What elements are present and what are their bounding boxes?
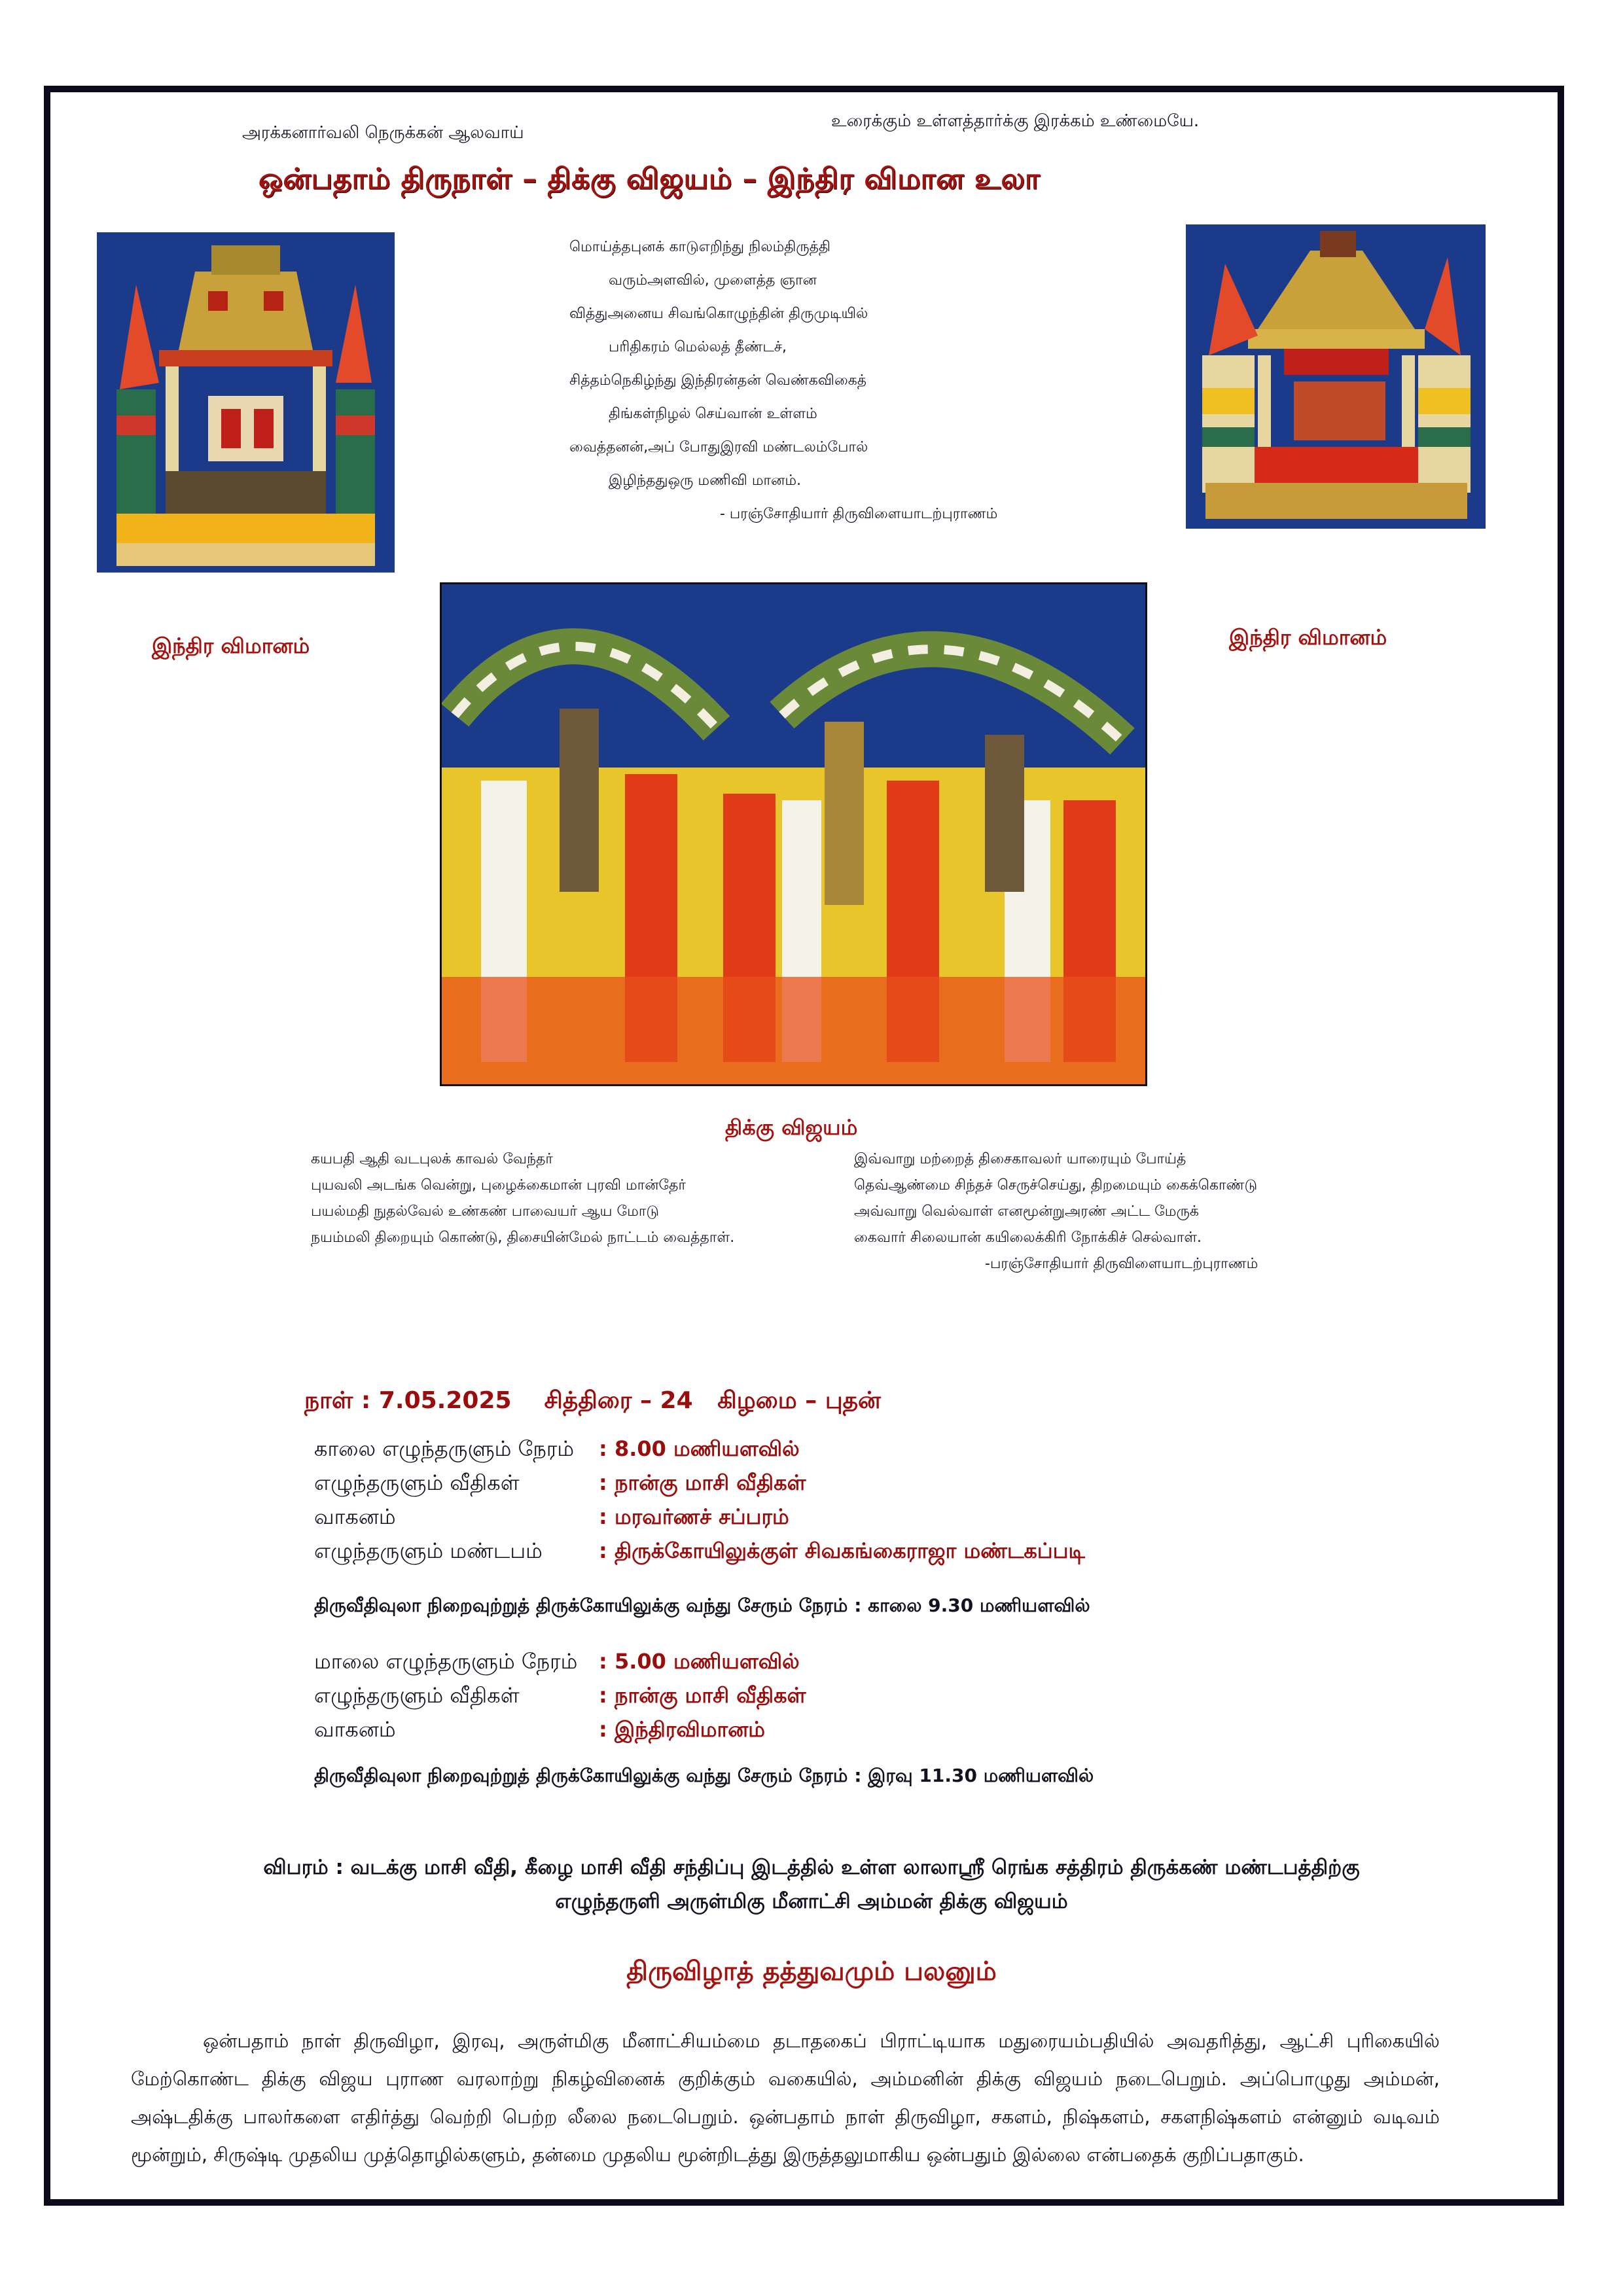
poem-line: சித்தம்நெகிழ்ந்து இந்திரன்தன் வெண்கவிகைத் [569,372,867,389]
verse-line: கைவார் சிலையான் கயிலைக்கிரி நோக்கிச் செல்வாள். [854,1229,1202,1246]
schedule-row-morning-time: காலை எழுந்தருளும் நேரம் : 8.00 மணியளவில் [314,1436,800,1461]
schedule-row-evening-vehicle: வாகனம் : இந்திரவிமானம் [314,1717,765,1742]
poem-line: பரிதிகரம் மெல்லத் தீண்டச், [609,339,787,355]
verse-line: நயம்மலி திறையும் கொண்டு, திசையின்மேல் நாட்டம் வைத்தாள். [311,1229,735,1246]
center-photo-caption: திக்கு விஜயம் [725,1115,858,1140]
poem-line: இழிந்ததுஒரு மணிவி மானம். [609,472,802,489]
verse-line: புயவலி அடங்க வென்று, புழைக்கைமான் புரவி மான்தேர் [311,1177,686,1193]
significance-paragraph: ஒன்பதாம் நாள் திருவிழா, இரவு, அருள்மிகு மீனாட்சியம்மை தடாதகைப் பிராட்டியாக மதுரையம்பதியில் அவதரித்து, ஆட்சி புரிகையில் மேற்கொண்ட திக்கு விஜய புராண வரலாற்று நிகழ்வினைக் குறிக்கும் வகையில், அம்மனின் திக்கு விஜயம் நடைபெறும். அப்பொழுது அம்மன், அஷ்டதிக்கு பாலர்களை எதிர்த்து வெற்றி பெற்ற லீலை நடைபெறும். ஒன்பதாம் நாள் திருவிழா, சகளம், நிஷ்களம், சகளநிஷ்களம் என்னும் வடிவம் மூன்றும், சிருஷ்டி முதலிய முத்தொழில்களும், தன்மை முதலிய மூன்றிடத்து இருத்தலுமாகிய ஒன்பதும் இல்லை என்பதைக் குறிப்பதாகும். [131,2030,1440,2166]
right-photo-caption: இந்திர விமானம் [1229,625,1387,650]
verse-line: பயல்மதி நுதல்வேல் உண்கண் பாவையர் ஆய மோடு [311,1203,659,1220]
verse-line: கயபதி ஆதி வடபுலக் காவல் வேந்தர் [311,1151,553,1167]
schedule-row-morning-mandapam: எழுந்தருளும் மண்டபம் : திருக்கோயிலுக்குள் சிவகங்கைராஜா மண்டகப்படி [314,1538,1085,1563]
poem-attribution: - பரஞ்சோதியார் திருவிளையாடற்புராணம் [720,506,998,522]
poem-line: மொய்த்தபுனக் காடுஎறிந்து நிலம்திருத்தி [569,239,831,255]
header-top-right: உரைக்கும் உள்ளத்தார்க்கு இரக்கம் உண்மையே. [831,111,1200,131]
dikku-vijayam-photo [440,582,1147,1086]
poem-top [569,230,1060,531]
significance-heading: திருவிழாத் தத்துவமும் பலனும் [626,1956,997,1987]
details-block [105,1850,1518,1918]
page-title: ஒன்பதாம் திருநாள் – திக்கு விஜயம் – இந்திர விமான உலா [259,162,1041,196]
schedule-row-morning-vehicle: வாகனம் : மரவர்ணச் சப்பரம் [314,1504,789,1529]
verse-left [311,1146,734,1251]
details-line: எழுந்தருளி அருள்மிகு மீனாட்சி அம்மன் திக்கு விஜயம் [555,1890,1068,1913]
right-vimanam-photo [1186,224,1486,529]
date-line: நாள் : 7.05.2025 சித்திரை – 24 கிழமை – புதன் [304,1387,881,1414]
header-top-left: அரக்கனார்வலி நெருக்கன் ஆலவாய் [242,123,524,143]
evening-return-note: திருவீதிவுலா நிறைவுற்றுத் திருக்கோயிலுக்கு வந்து சேரும் நேரம் : இரவு 11.30 மணியளவில் [314,1765,1094,1786]
verse-line: இவ்வாறு மற்றைத் திசைகாவலர் யாரையும் போய்த் [854,1151,1186,1167]
left-vimanam-photo [97,232,395,573]
verse-right [854,1146,1258,1277]
verse-line: தெவ்ஆண்மை சிந்தச் செருச்செய்து, திறமையும் கைக்கொண்டு [854,1177,1258,1193]
verse-attribution: -பரஞ்சோதியார் திருவிளையாடற்புராணம் [985,1256,1258,1272]
left-photo-caption: இந்திர விமானம் [152,633,310,658]
schedule-row-evening-time: மாலை எழுந்தருளும் நேரம் : 5.00 மணியளவில் [314,1649,800,1674]
poem-line: வித்துஅனைய சிவங்கொழுந்தின் திருமுடியில் [569,306,868,322]
poem-line: திங்கள்நிழல் செய்வான் உள்ளம் [609,406,817,422]
morning-return-note: திருவீதிவுலா நிறைவுற்றுத் திருக்கோயிலுக்கு வந்து சேரும் நேரம் : காலை 9.30 மணியளவில் [314,1595,1090,1616]
verse-line: அவ்வாறு வெல்வாள் எனமூன்றுஅரண் அட்ட மேருக் [854,1203,1199,1220]
poem-line: வரும்அளவில், முளைத்த ஞான [609,272,817,289]
details-line: விபரம் : வடக்கு மாசி வீதி, கீழை மாசி வீதி சந்திப்பு இடத்தில் உள்ள லாலாஸ்ரீ ரெங்க சத்திரம் திருக்கண் மண்டபத்திற்கு [263,1856,1360,1879]
schedule-row-morning-streets: எழுந்தருளும் வீதிகள் : நான்கு மாசி வீதிகள் [314,1470,806,1495]
poem-line: வைத்தனன்,அப் போதுஇரவி மண்டலம்போல் [569,439,868,455]
schedule-row-evening-streets: எழுந்தருளும் வீதிகள் : நான்கு மாசி வீதிகள் [314,1683,806,1708]
